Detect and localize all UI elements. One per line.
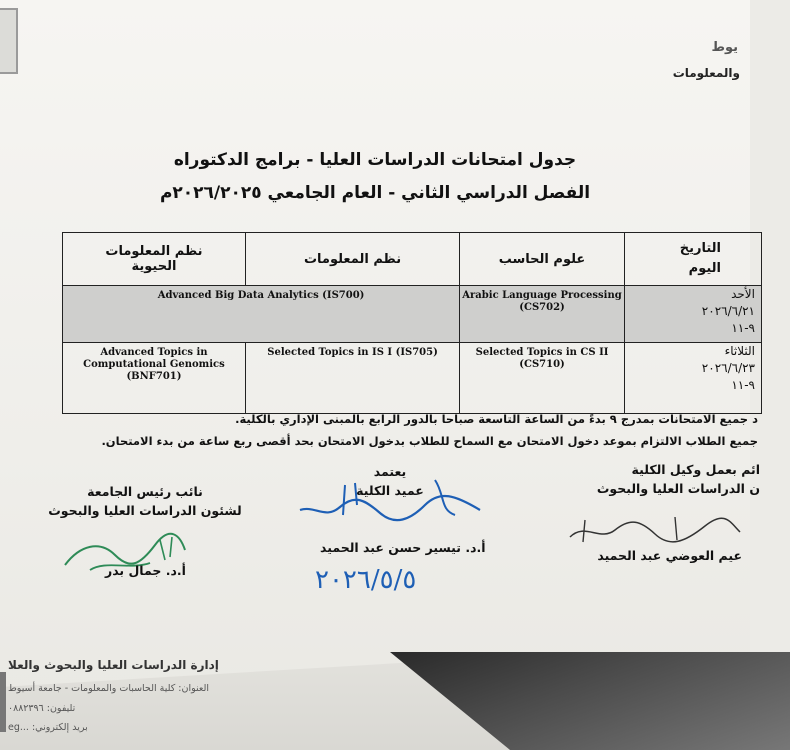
- row-day: الثلاثاء: [724, 344, 755, 358]
- row-date-cell: [624, 343, 761, 414]
- cs-course-cell: Arabic Language Processing (CS702): [460, 286, 625, 343]
- header-bio-line1: نظم المعلومات: [105, 244, 203, 259]
- dean-name: أ.د. تيسير حسن عبد الحميد: [320, 540, 486, 555]
- dean-approve-label: يعتمد: [373, 464, 407, 479]
- footer-email: بريد إلكتروني: ...eg: [8, 722, 88, 733]
- column-header-date: [624, 233, 761, 286]
- header-day-label: اليوم: [688, 261, 721, 276]
- is-course-cell: Selected Topics in IS I (IS705): [245, 343, 459, 414]
- header-faculty: والمعلومات: [672, 66, 740, 80]
- vice-dean-name: عيم العوضي عبد الحميد: [597, 548, 742, 563]
- note-attendance-rule: جميع الطلاب الالتزام بموعد دخول الامتحان مع السماح للطلاب بدخول الامتحان بحد أقصى ربع ساعة من بدء الامتحان.: [101, 434, 758, 448]
- column-header-cs: علوم الحاسب: [460, 233, 625, 286]
- cs-course-cell: Selected Topics in CS II (CS710): [460, 343, 625, 414]
- signature-vice-dean: [560, 460, 760, 498]
- vice-dean-title-2: ن الدراسات العليا والبحوث: [596, 481, 760, 496]
- footer-address: العنوان: كلية الحاسبات والمعلومات - جامعة أسيوط: [8, 683, 209, 694]
- row-date: ٢٠٢٦/٦/٢١: [701, 304, 755, 318]
- footer-department: إدارة الدراسات العليا والبحوث والعلا: [8, 658, 219, 672]
- row-time: ٩-١١: [731, 321, 755, 335]
- header-university: يوط: [711, 40, 738, 55]
- dean-handwritten-date: ٢٠٢٦/٥/٥: [315, 565, 417, 595]
- vice-dean-title: ائم بعمل وكيل الكلية: [631, 462, 760, 477]
- table-row: [63, 286, 762, 343]
- note-exam-location: د جميع الامتحانات بمدرج ٩ بدءً من الساعة التاسعة صباحا بالدور الرابع بالمبنى الإداري بالكلية.: [235, 412, 758, 426]
- signature-vice-president: [10, 482, 280, 520]
- merged-course-cell: Advanced Big Data Analytics (IS700): [63, 286, 460, 343]
- row-time: ٩-١١: [731, 378, 755, 392]
- dean-signature-scribble: [295, 475, 485, 535]
- table-row: [63, 343, 762, 414]
- header-date-label: التاريخ: [679, 241, 721, 256]
- document-title: جدول امتحانات الدراسات العليا - برامج الدكتوراه: [173, 150, 577, 170]
- table-header-row: [63, 233, 762, 286]
- dean-title: عميد الكلية: [356, 483, 424, 498]
- column-header-is: نظم المعلومات: [245, 233, 459, 286]
- university-logo: [0, 8, 18, 74]
- exam-schedule-table: [62, 232, 762, 414]
- row-date: ٢٠٢٦/٦/٢٣: [701, 361, 755, 375]
- row-date-cell: [624, 286, 761, 343]
- vp-title: نائب رئيس الجامعة: [87, 484, 203, 499]
- footer-phone: تليفون: ٠٨٨٢٣٩٦: [8, 703, 76, 714]
- vp-title-2: لشئون الدراسات العليا والبحوث: [48, 503, 242, 518]
- document-subtitle: الفصل الدراسي الثاني - العام الجامعي ٢٠٢٦/٢٠٢٥م: [159, 183, 591, 203]
- footer-side-bar: [0, 672, 6, 732]
- vp-name: أ.د. جمال بدر: [105, 563, 186, 578]
- row-day: الأحد: [731, 287, 755, 301]
- column-header-bio: [63, 233, 246, 286]
- header-bio-line2: الحيوية: [131, 259, 177, 274]
- bio-course-cell: Advanced Topics in Computational Genomics (BNF701): [63, 343, 246, 414]
- vice-dean-signature-scribble: [565, 512, 745, 550]
